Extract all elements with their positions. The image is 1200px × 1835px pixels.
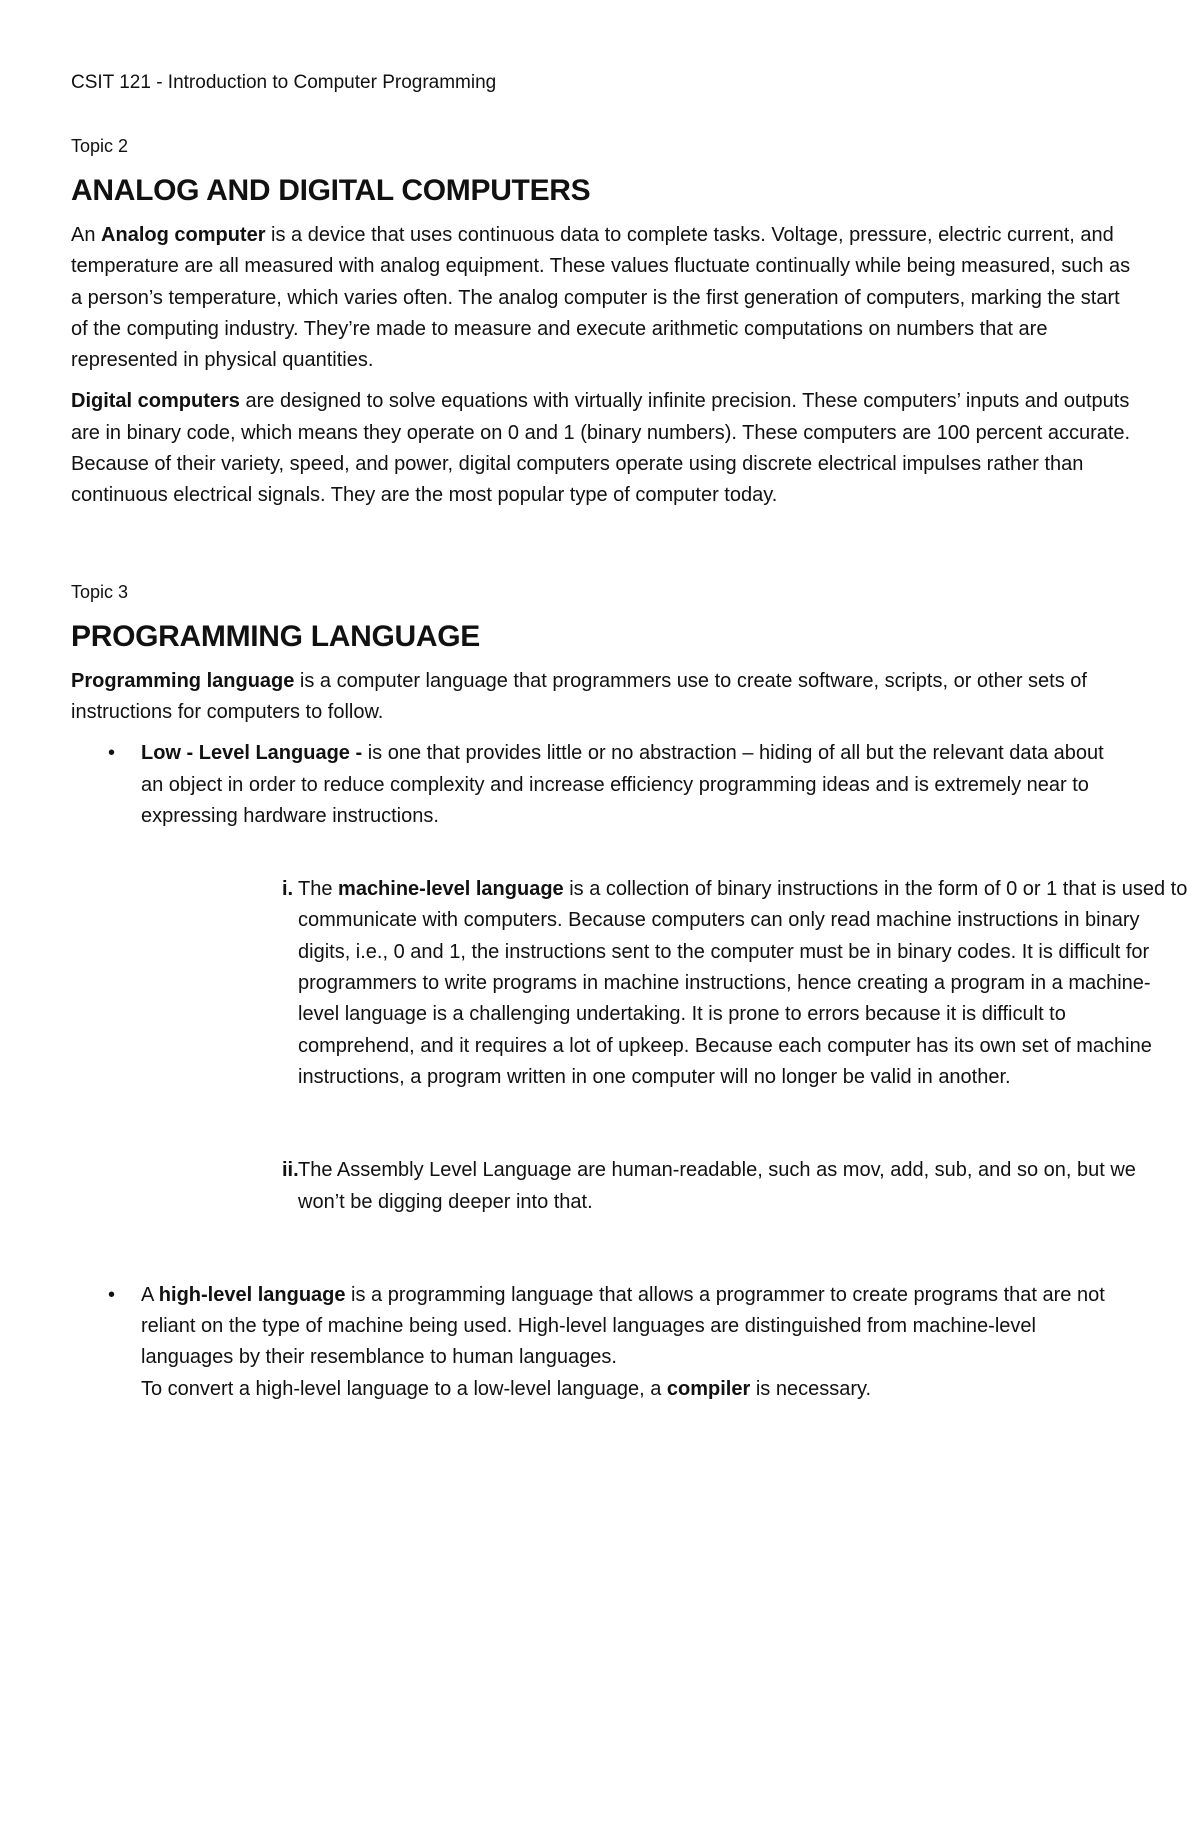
digital-term: Digital computers — [71, 390, 240, 413]
sub-item-marker: ii. — [282, 1159, 299, 1182]
machine-level-term: machine-level language — [338, 878, 564, 901]
low-level-term: Low - Level Language - — [141, 742, 363, 765]
topic-3-title: PROGRAMMING LANGUAGE — [71, 619, 480, 653]
language-level-list-2 — [71, 1280, 1131, 1405]
topic-3-label: Topic 3 — [71, 581, 129, 602]
sub-item-assembly-level — [282, 1155, 1188, 1218]
programming-language-paragraph — [71, 666, 1131, 729]
low-level-text: is one that provides little or no abstraction – hiding of all but the relevant data about an object in order to reduce complexity and increase efficiency programming ideas and is extremely near to expressing hardware instructions. — [141, 742, 1104, 827]
list-item-high-level — [71, 1280, 1131, 1405]
digital-text: are designed to solve equations with virtually infinite precision. These computers’ inputs and outputs are in binary code, which means they operate on 0 and 1 (binary numbers). These computers are 100 percent accurate. Because of their variety, speed, and power, digital computers operate using discrete electrical impulses rather than continuous electrical signals. They are the most popular type of computer today. — [71, 390, 1131, 507]
language-level-list — [71, 738, 1131, 832]
high-level-prefix: A — [141, 1283, 159, 1306]
programming-language-term: Programming language — [71, 669, 295, 692]
course-header: CSIT 121 - Introduction to Computer Programming — [71, 72, 497, 93]
analog-text: is a device that uses continuous data to complete tasks. Voltage, pressure, electric current, and temperature are all measured with analog equipment. These values fluctuate continually while being measured, such as a person’s temperature, which varies often. The analog computer is the first generation of computers, marking the start of the computing industry. They’re made to measure and execute arithmetic computations on numbers that are represented in physical quantities. — [71, 224, 1131, 372]
programming-language-text: is a computer language that programmers use to create software, scripts, or other sets of instructions for computers to follow. — [71, 669, 1087, 723]
compiler-prefix: To convert a high-level language to a low-level language, a — [141, 1377, 667, 1400]
topic-2-title: ANALOG AND DIGITAL COMPUTERS — [71, 174, 591, 207]
high-level-term: high-level language — [158, 1283, 346, 1306]
sub-item-machine-level — [282, 874, 1188, 1093]
compiler-term: compiler — [666, 1377, 751, 1400]
analog-prefix: An — [71, 224, 102, 246]
topic-2-label: Topic 2 — [71, 136, 129, 156]
compiler-suffix: is necessary. — [750, 1377, 872, 1400]
high-level-text: is a programming language that allows a programmer to create programs that are not reliant on the type of machine being used. High-level languages are distinguished from machine-level languages by their resemblance to human languages. — [141, 1283, 1105, 1369]
digital-paragraph — [71, 386, 1131, 511]
document-page — [71, 70, 1188, 1405]
assembly-level-text: The Assembly Level Language are human-readable, such as mov, add, sub, and so on, but we won’t be digging deeper into that. — [298, 1159, 1136, 1213]
analog-paragraph — [71, 220, 1131, 376]
machine-level-prefix: The — [298, 878, 339, 901]
analog-term: Analog computer — [101, 224, 266, 246]
bullet-icon: • — [108, 742, 116, 765]
sub-item-marker: i. — [282, 878, 294, 901]
bullet-icon: • — [108, 1283, 116, 1306]
machine-level-text: is a collection of binary instructions in the form of 0 or 1 that is used to communicate with computers. Because computers can only read machine instructions in binary digits, i.e., 0 and 1, the instructions sent to the computer must be in binary codes. It is difficult for programmers to write programs in machine instructions, hence creating a program in a machine-level language is a challenging undertaking. It is prone to errors because it is difficult to comprehend, and it requires a lot of upkeep. Because each computer has its own set of machine instructions, a program written in one computer will no longer be valid in another. — [298, 878, 1188, 1088]
list-item-low-level — [71, 738, 1131, 832]
